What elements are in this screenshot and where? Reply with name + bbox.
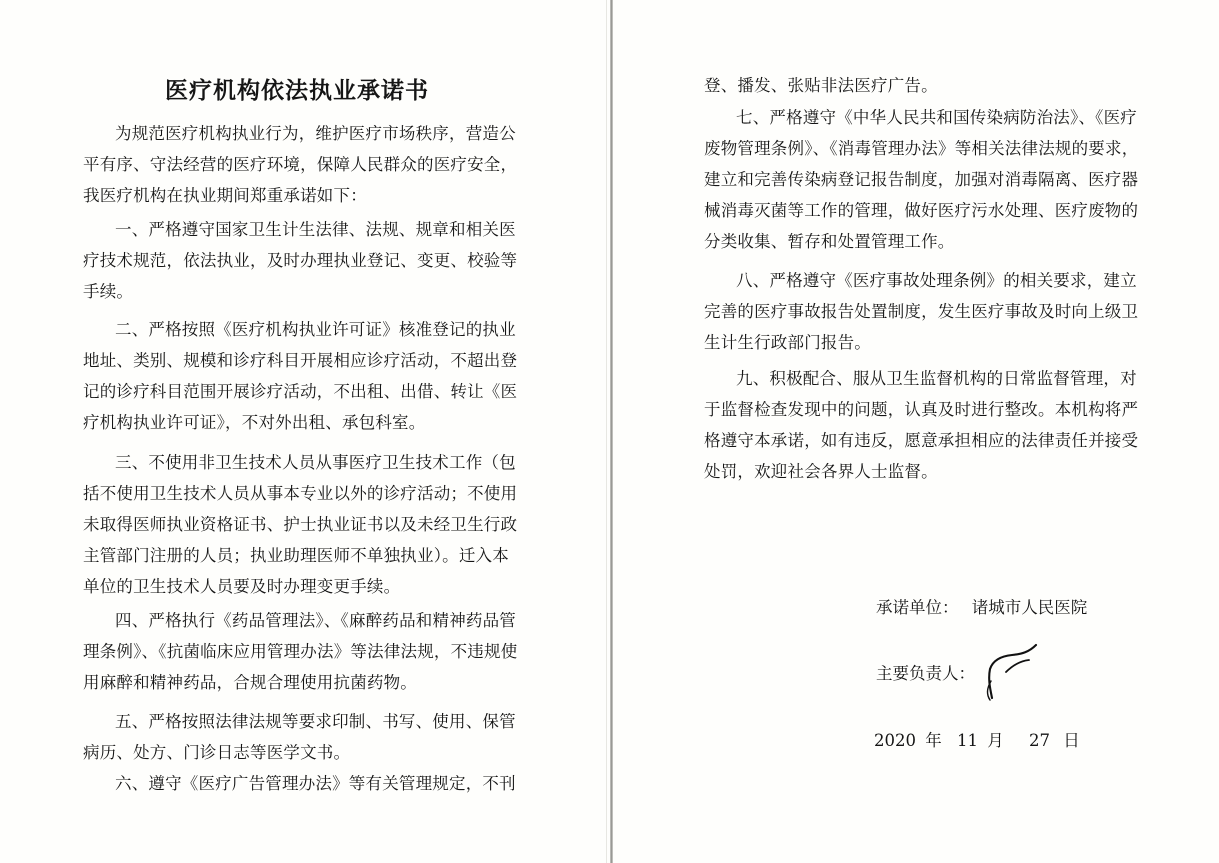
text-line: 生计生行政部门报告。 bbox=[704, 333, 871, 352]
text-line: 七、严格遵守《中华人民共和国传染病防治法》、《医疗 bbox=[736, 108, 1137, 127]
text-line: 六、遵守《医疗广告管理办法》等有关管理规定，不刊 bbox=[115, 774, 516, 793]
text-line: 主管部门注册的人员；执业助理医师不单独执业）。迁入本 bbox=[83, 546, 509, 565]
text-line: 四、严格执行《药品管理法》、《麻醉药品和精神药品管 bbox=[115, 611, 516, 630]
text-line: 记的诊疗科目范围开展诊疗活动，不出租、出借、转让《医 bbox=[83, 382, 518, 401]
text-line: 建立和完善传染病登记报告制度，加强对消毒隔离、医疗器 bbox=[704, 170, 1139, 189]
text-line: 九、积极配合、服从卫生监督机构的日常监督管理，对 bbox=[736, 369, 1137, 388]
clause-5 bbox=[83, 706, 533, 768]
date-year: 2020 bbox=[874, 731, 916, 750]
unit-line bbox=[876, 594, 1087, 618]
clause-3 bbox=[83, 447, 533, 602]
text-line: 二、严格按照《医疗机构执业许可证》核准登记的执业 bbox=[115, 320, 516, 339]
intro-paragraph bbox=[83, 118, 533, 211]
text-line: 处罚，欢迎社会各界人士监督。 bbox=[704, 462, 938, 481]
text-line: 格遵守本承诺，如有违反，愿意承担相应的法律责任并接受 bbox=[704, 431, 1139, 450]
text-line: 废物管理条例》、《消毒管理办法》等相关法律法规的要求， bbox=[704, 139, 1139, 158]
clause-4 bbox=[83, 605, 533, 698]
text-line: 用麻醉和精神药品，合规合理使用抗菌药物。 bbox=[83, 673, 417, 692]
text-line: 括不使用卫生技术人员从事本专业以外的诊疗活动；不使用 bbox=[83, 484, 518, 503]
date-month-char: 月 bbox=[987, 731, 1004, 750]
date-line bbox=[874, 727, 1080, 751]
clause-7 bbox=[704, 102, 1154, 257]
clause-1 bbox=[83, 214, 533, 307]
text-line: 为规范医疗机构执业行为，维护医疗市场秩序，营造公 bbox=[115, 124, 516, 143]
text-line: 八、严格遵守《医疗事故处理条例》的相关要求，建立 bbox=[736, 271, 1137, 290]
date-day-char: 日 bbox=[1063, 731, 1080, 750]
text-line: 疗机构执业许可证》，不对外出租、承包科室。 bbox=[83, 413, 426, 432]
text-line: 五、严格按照法律法规等要求印制、书写、使用、保管 bbox=[115, 712, 516, 731]
date-year-char: 年 bbox=[925, 731, 942, 750]
clause-2 bbox=[83, 314, 533, 438]
text-line: 械消毒灭菌等工作的管理，做好医疗污水处理、医疗废物的 bbox=[704, 201, 1139, 220]
clause-6-end bbox=[704, 70, 1154, 101]
leader-label: 主要负责人： bbox=[876, 664, 975, 683]
text-line: 地址、类别、规模和诊疗科目开展相应诊疗活动，不超出登 bbox=[83, 351, 518, 370]
text-line: 未取得医师执业资格证书、护士执业证书以及未经卫生行政 bbox=[83, 515, 518, 534]
date-month: 11 bbox=[957, 731, 978, 750]
text-line: 于监督检查发现中的问题，认真及时进行整改。本机构将严 bbox=[704, 400, 1139, 419]
unit-name: 诸城市人民医院 bbox=[971, 598, 1088, 617]
date-day: 27 bbox=[1029, 731, 1050, 750]
scan-artifact-line bbox=[606, 0, 607, 863]
handwritten-signature bbox=[978, 636, 1048, 708]
page-fold bbox=[610, 0, 613, 863]
text-line: 分类收集、暂存和处置管理工作。 bbox=[704, 232, 955, 251]
text-line: 理条例》、《抗菌临床应用管理办法》等法律法规，不违规使 bbox=[83, 642, 518, 661]
unit-label: 承诺单位： bbox=[876, 598, 959, 617]
text-line: 三、不使用非卫生技术人员从事医疗卫生技术工作（包 bbox=[115, 453, 516, 472]
text-line: 我医疗机构在执业期间郑重承诺如下： bbox=[83, 186, 367, 205]
text-line: 手续。 bbox=[83, 282, 134, 301]
text-line: 平有序、守法经营的医疗环境，保障人民群众的医疗安全， bbox=[83, 155, 518, 174]
text-line: 完善的医疗事故报告处置制度，发生医疗事故及时向上级卫 bbox=[704, 302, 1139, 321]
document-title: 医疗机构依法执业承诺书 bbox=[165, 77, 429, 104]
clause-8 bbox=[704, 265, 1154, 358]
clause-6-start bbox=[83, 768, 533, 799]
clause-9 bbox=[704, 363, 1154, 487]
text-line: 登、播发、张贴非法医疗广告。 bbox=[704, 76, 938, 95]
text-line: 一、严格遵守国家卫生计生法律、法规、规章和相关医 bbox=[115, 220, 516, 239]
text-line: 疗技术规范，依法执业，及时办理执业登记、变更、校验等 bbox=[83, 251, 518, 270]
text-line: 单位的卫生技术人员要及时办理变更手续。 bbox=[83, 577, 401, 596]
text-line: 病历、处方、门诊日志等医学文书。 bbox=[83, 743, 351, 762]
